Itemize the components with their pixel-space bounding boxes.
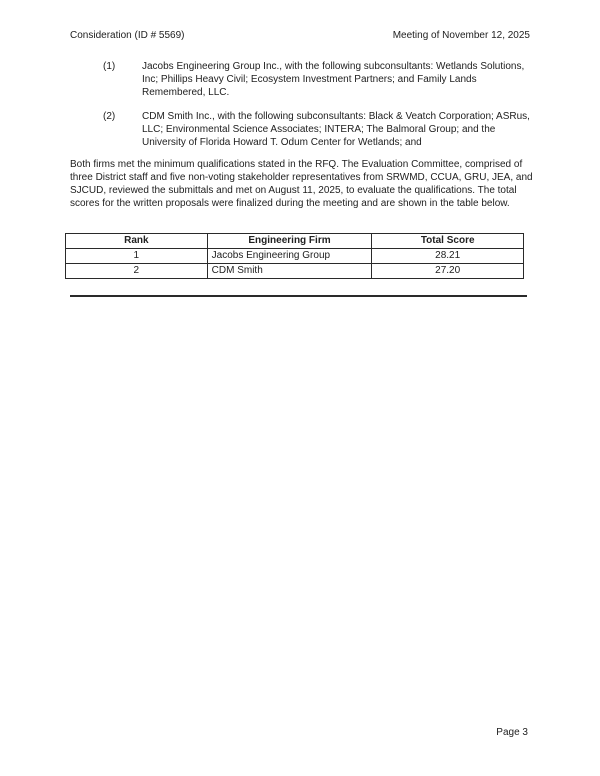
firm-cell: Jacobs Engineering Group <box>207 249 372 264</box>
document-header <box>70 29 530 42</box>
score-cell: 28.21 <box>372 249 524 264</box>
separator-line <box>70 295 527 297</box>
body-paragraph: Both firms met the minimum qualifications stated in the RFQ. The Evaluation Committee, comprised of three District staff and five non-voting stakeholder representatives from SRWMD, CCUA, GRU, JEA, and SJCUD, reviewed the submittals and met on August 11, 2025, to evaluate the qualifications. The total scores for the written proposals were finalized during the meeting and are shown in the table below. <box>70 159 533 209</box>
score-cell: 27.20 <box>372 264 524 279</box>
list-item-2 <box>103 110 533 149</box>
list-item-1-number: (1) <box>103 61 116 72</box>
rank-column-header: Rank <box>66 234 208 249</box>
scores-table <box>65 233 524 279</box>
meeting-date: Meeting of November 12, 2025 <box>392 30 530 41</box>
list-item-1-text: Jacobs Engineering Group Inc., with the following subconsultants: Wetlands Solutions, Inc; Phillips Heavy Civil; Ecosystem Investment Partners; and Family Lands Remembered, LLC. <box>142 61 525 98</box>
table-row <box>66 264 524 279</box>
score-column-header: Total Score <box>372 234 524 249</box>
rank-cell: 2 <box>66 264 208 279</box>
list-item-2-text: CDM Smith Inc., with the following subconsultants: Black & Veatch Corporation; ASRus, LLC; Environmental Science Associates; INTERA; The Balmoral Group; and the University of Florida Howard T. Odum Center for Wetlands; and <box>142 111 530 148</box>
firm-column-header: Engineering Firm <box>207 234 372 249</box>
table-row <box>66 249 524 264</box>
document-footer <box>70 726 528 739</box>
list-item-2-number: (2) <box>103 111 116 122</box>
rank-cell: 1 <box>66 249 208 264</box>
list-item-1 <box>103 60 533 99</box>
page-number: Page 3 <box>496 727 528 738</box>
table-header-row <box>66 234 524 249</box>
firm-cell: CDM Smith <box>207 264 372 279</box>
consideration-id: Consideration (ID # 5569) <box>70 30 185 41</box>
